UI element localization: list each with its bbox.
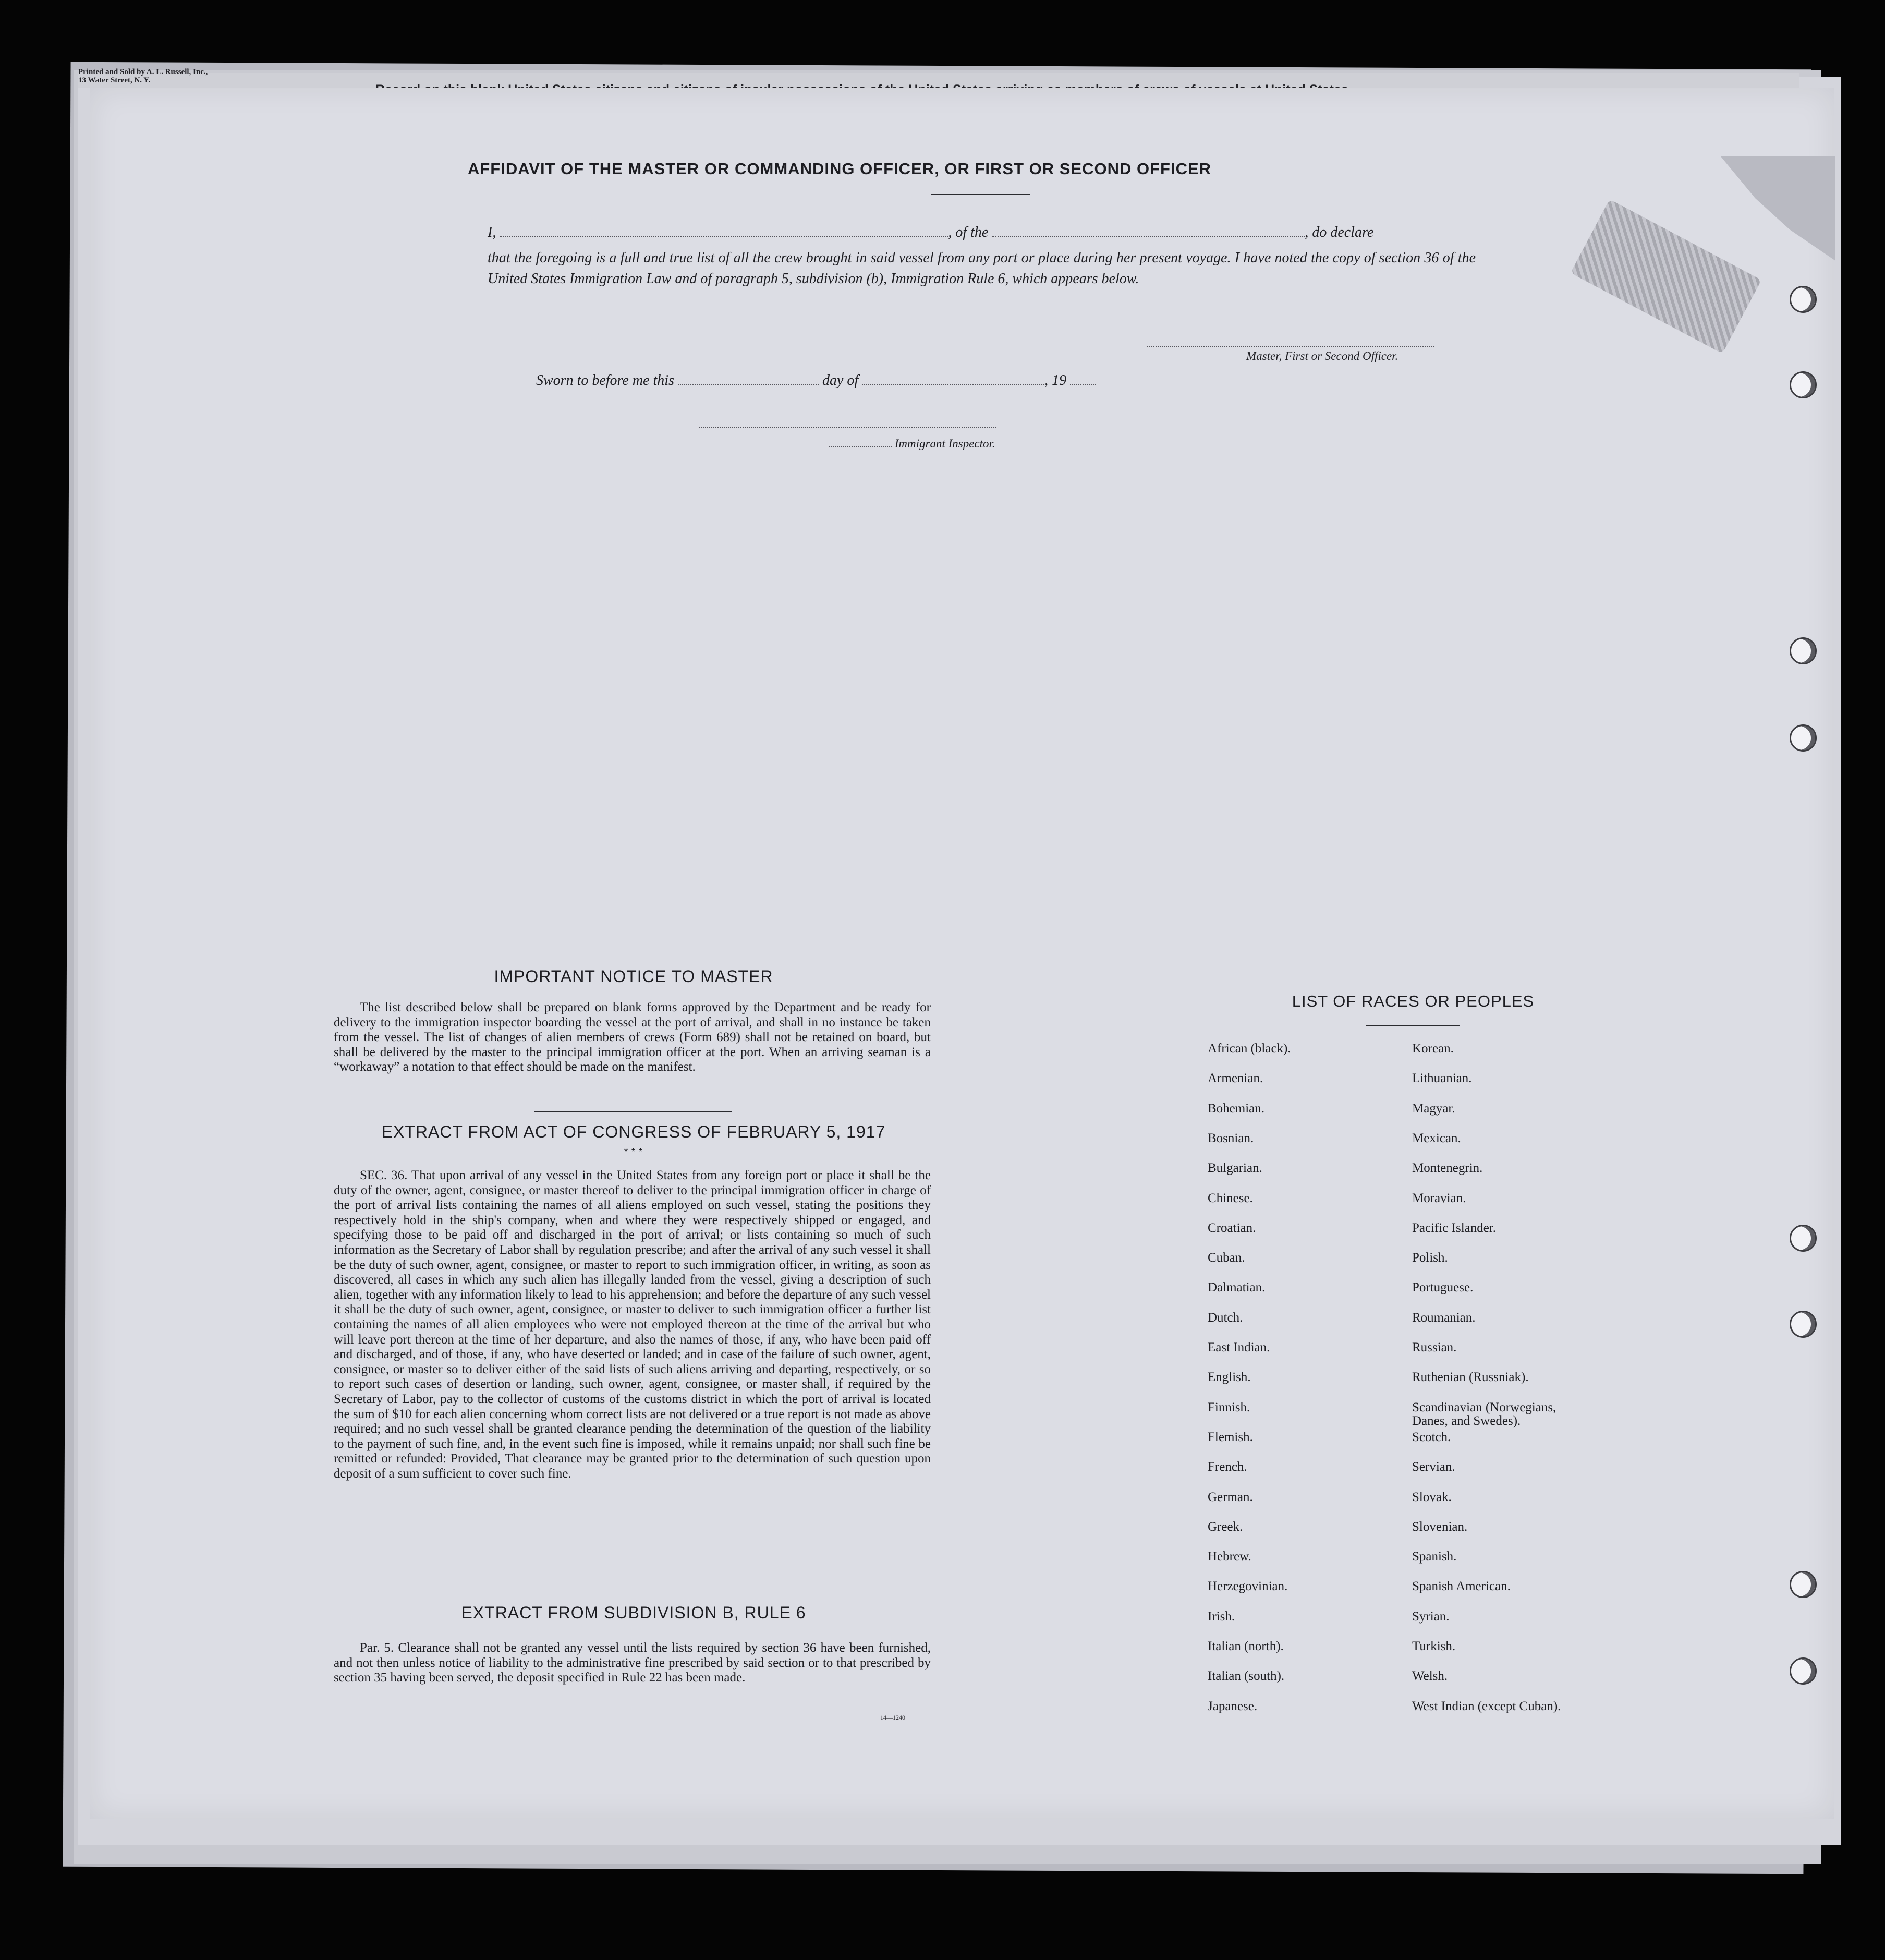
race-item: Lithuanian. — [1412, 1071, 1472, 1086]
race-item: Slovenian. — [1412, 1519, 1468, 1534]
race-item: Turkish. — [1412, 1639, 1456, 1653]
name-field[interactable] — [500, 225, 948, 237]
declaration-of-the: , of the — [948, 224, 989, 240]
race-item: Pacific Islander. — [1412, 1220, 1497, 1235]
act-extract-ellipsis: * * * — [624, 1146, 643, 1157]
binder-hole — [1790, 724, 1817, 752]
binder-hole — [1790, 1657, 1817, 1685]
affidavit-body: that the foregoing is a full and true list of all the crew brought in said vessel from any port or place during her present voyage. I have noted the copy of section 36 of the United States Immigration Law and of paragraph 5, subdivision (b), Immigration Rule 6, which appears below. — [488, 250, 1476, 287]
race-item: English. — [1208, 1370, 1251, 1385]
sworn-year-field[interactable] — [1070, 373, 1096, 385]
race-item: Japanese. — [1208, 1699, 1258, 1713]
printer-note: Printed and Sold by A. L. Russell, Inc., 13 Water Street, N. Y. — [78, 68, 208, 84]
binder-hole — [1790, 371, 1817, 398]
race-item: Flemish. — [1208, 1430, 1253, 1444]
officer-signature-label: Master, First or Second Officer. — [1246, 349, 1398, 362]
races-divider — [1366, 1025, 1460, 1026]
document-page — [90, 88, 1834, 1819]
declaration-declare: , do declare — [1305, 224, 1374, 240]
race-item: Finnish. — [1208, 1400, 1250, 1414]
rule-extract-body: Par. 5. Clearance shall not be granted any vessel until the lists required by section 36 have been furnished, and not then unless notice of liability to the administrative fine prescribed by said section or to that prescribed by section 35 having been served, the deposit specified in Rule 22 has been made. — [334, 1641, 931, 1685]
race-item: Italian (north). — [1208, 1639, 1284, 1653]
declaration-i: I, — [488, 224, 496, 240]
race-item: Bulgarian. — [1208, 1161, 1262, 1176]
binder-hole — [1790, 1571, 1817, 1598]
race-item: Servian. — [1412, 1460, 1455, 1474]
race-item: Russian. — [1412, 1340, 1457, 1354]
race-item: Scandinavian (Norwegians, Danes, and Swedes). — [1412, 1400, 1556, 1428]
race-item: African (black). — [1208, 1042, 1291, 1056]
race-item: Italian (south). — [1208, 1669, 1285, 1684]
notice-title: IMPORTANT NOTICE TO MASTER — [494, 967, 773, 986]
race-item: Montenegrin. — [1412, 1161, 1483, 1176]
notice-body: The list described below shall be prepared on blank forms approved by the Department and be ready for delivery to the immigration inspector boarding the vessel at the port of arrival, and shall in no instance be taken from the vessel. The list of changes of alien members of crews (Form 689) shall not be retained on board, but shall be delivered by the master to the principal immigration officer at the port. When an arriving seaman is a “workaway” a notation to that effect should be made on the manifest. — [334, 1000, 931, 1074]
race-item: Mexican. — [1412, 1131, 1461, 1145]
race-item: Welsh. — [1412, 1669, 1448, 1684]
binder-hole — [1790, 637, 1817, 664]
race-item: Spanish. — [1412, 1550, 1457, 1564]
race-item: German. — [1208, 1490, 1253, 1504]
sworn-line — [536, 372, 1096, 389]
race-item: Moravian. — [1412, 1191, 1466, 1205]
race-item: Greek. — [1208, 1519, 1243, 1534]
sworn-day-field[interactable] — [678, 373, 819, 385]
binder-hole — [1790, 1225, 1817, 1252]
race-item: Magyar. — [1412, 1101, 1455, 1116]
race-item: Dutch. — [1208, 1310, 1243, 1325]
race-item: Armenian. — [1208, 1071, 1263, 1086]
binder-hole — [1790, 1311, 1817, 1338]
race-item: Spanish American. — [1412, 1579, 1511, 1594]
race-item: Syrian. — [1412, 1609, 1450, 1624]
race-item: West Indian (except Cuban). — [1412, 1699, 1561, 1713]
inspector-name-field[interactable] — [829, 440, 892, 447]
binder-hole — [1790, 286, 1817, 313]
affidavit-title: AFFIDAVIT OF THE MASTER OR COMMANDING OFFICER, OR FIRST OR SECOND OFFICER — [467, 160, 1212, 178]
race-item: Dalmatian. — [1208, 1280, 1266, 1295]
race-item: Bosnian. — [1208, 1131, 1254, 1145]
race-item: Polish. — [1412, 1251, 1448, 1265]
form-code: 14—1240 — [880, 1714, 905, 1721]
affidavit-declaration-line — [488, 224, 1478, 241]
inspector-label: Immigrant Inspector. — [894, 437, 995, 450]
race-item: Scotch. — [1412, 1430, 1451, 1444]
notice-divider — [534, 1111, 732, 1112]
sworn-year-label: , 19 — [1044, 372, 1067, 389]
race-item: Bohemian. — [1208, 1101, 1265, 1116]
race-item: Ruthenian (Russniak). — [1412, 1370, 1529, 1385]
act-extract-body: SEC. 36. That upon arrival of any vessel in the United States from any foreign port or place it shall be the duty of the owner, agent, consignee, or master thereof to deliver to the principal immigration officer in charge of the port of arrival lists containing the names of all aliens employed on such vessel, stating the positions they respectively hold in the ship's company, when and where they were respectively shipped or engaged, and specifying those to be paid off and discharged in the port of arrival; or lists containing so much of such information as the Secretary of Labor shall by regulation prescribe; and after the arrival of any such vessel it shall be the duty of such owner, agent, consignee, or master to report to such immigration officer, in writing, as soon as discovered, all cases in which any such alien has illegally landed from the vessel, giving a description of such alien, together with any information likely to lead to his apprehension; and before the departure of any such vessel it shall be the duty of such owner, agent, consignee, or master to deliver to such immigration officer a further list containing the names of all alien employees who were not employed thereon at the time of the arrival but who will leave port thereon at the time of her departure, and also the names of those, if any, who have been paid off and discharged, and of those, if any, who have deserted or landed; and in case of the failure of such owner, agent, consignee, or master so to deliver either of the said lists of such aliens arriving and departing, respectively, or so to report such cases of desertion or landing, such owner, agent, consignee, or master shall, if required by the Secretary of Labor, pay to the collector of customs of the customs district in which the port of arrival is located the sum of $10 for each alien concerning whom correct lists are not delivered or a true report is not made as above required; and no such vessel shall be granted clearance pending the determination of the question of the liability to the payment of such fine, and, in the event such fine is imposed, while it remains unpaid; nor shall such fine be remitted or refunded: Provided, That clearance may be granted prior to the determination of such question upon deposit of a sum sufficient to cover such fine. — [334, 1168, 931, 1481]
race-item: Roumanian. — [1412, 1310, 1476, 1325]
race-item: Portuguese. — [1412, 1280, 1474, 1295]
race-item: Korean. — [1412, 1042, 1454, 1056]
races-title: LIST OF RACES OR PEOPLES — [1292, 992, 1535, 1010]
vessel-field[interactable] — [992, 225, 1305, 237]
rule-extract-title: EXTRACT FROM SUBDIVISION B, RULE 6 — [461, 1603, 806, 1622]
inspector-signature-field[interactable] — [699, 427, 996, 428]
officer-signature-field[interactable] — [1147, 346, 1434, 347]
title-divider — [931, 194, 1030, 195]
race-item: Irish. — [1208, 1609, 1235, 1624]
inspector-label-line — [829, 437, 995, 451]
sworn-prefix: Sworn to before me this — [536, 372, 674, 389]
act-extract-title: EXTRACT FROM ACT OF CONGRESS OF FEBRUARY 5, 1917 — [381, 1122, 886, 1141]
race-item: Slovak. — [1412, 1490, 1452, 1504]
race-item: Herzegovinian. — [1208, 1579, 1288, 1594]
sworn-month-field[interactable] — [862, 373, 1044, 385]
race-item: Hebrew. — [1208, 1550, 1251, 1564]
race-item: East Indian. — [1208, 1340, 1270, 1354]
race-item: French. — [1208, 1460, 1247, 1474]
race-item: Croatian. — [1208, 1220, 1256, 1235]
race-item: Chinese. — [1208, 1191, 1253, 1205]
race-item: Cuban. — [1208, 1251, 1245, 1265]
sworn-day-label: day of — [822, 372, 859, 389]
